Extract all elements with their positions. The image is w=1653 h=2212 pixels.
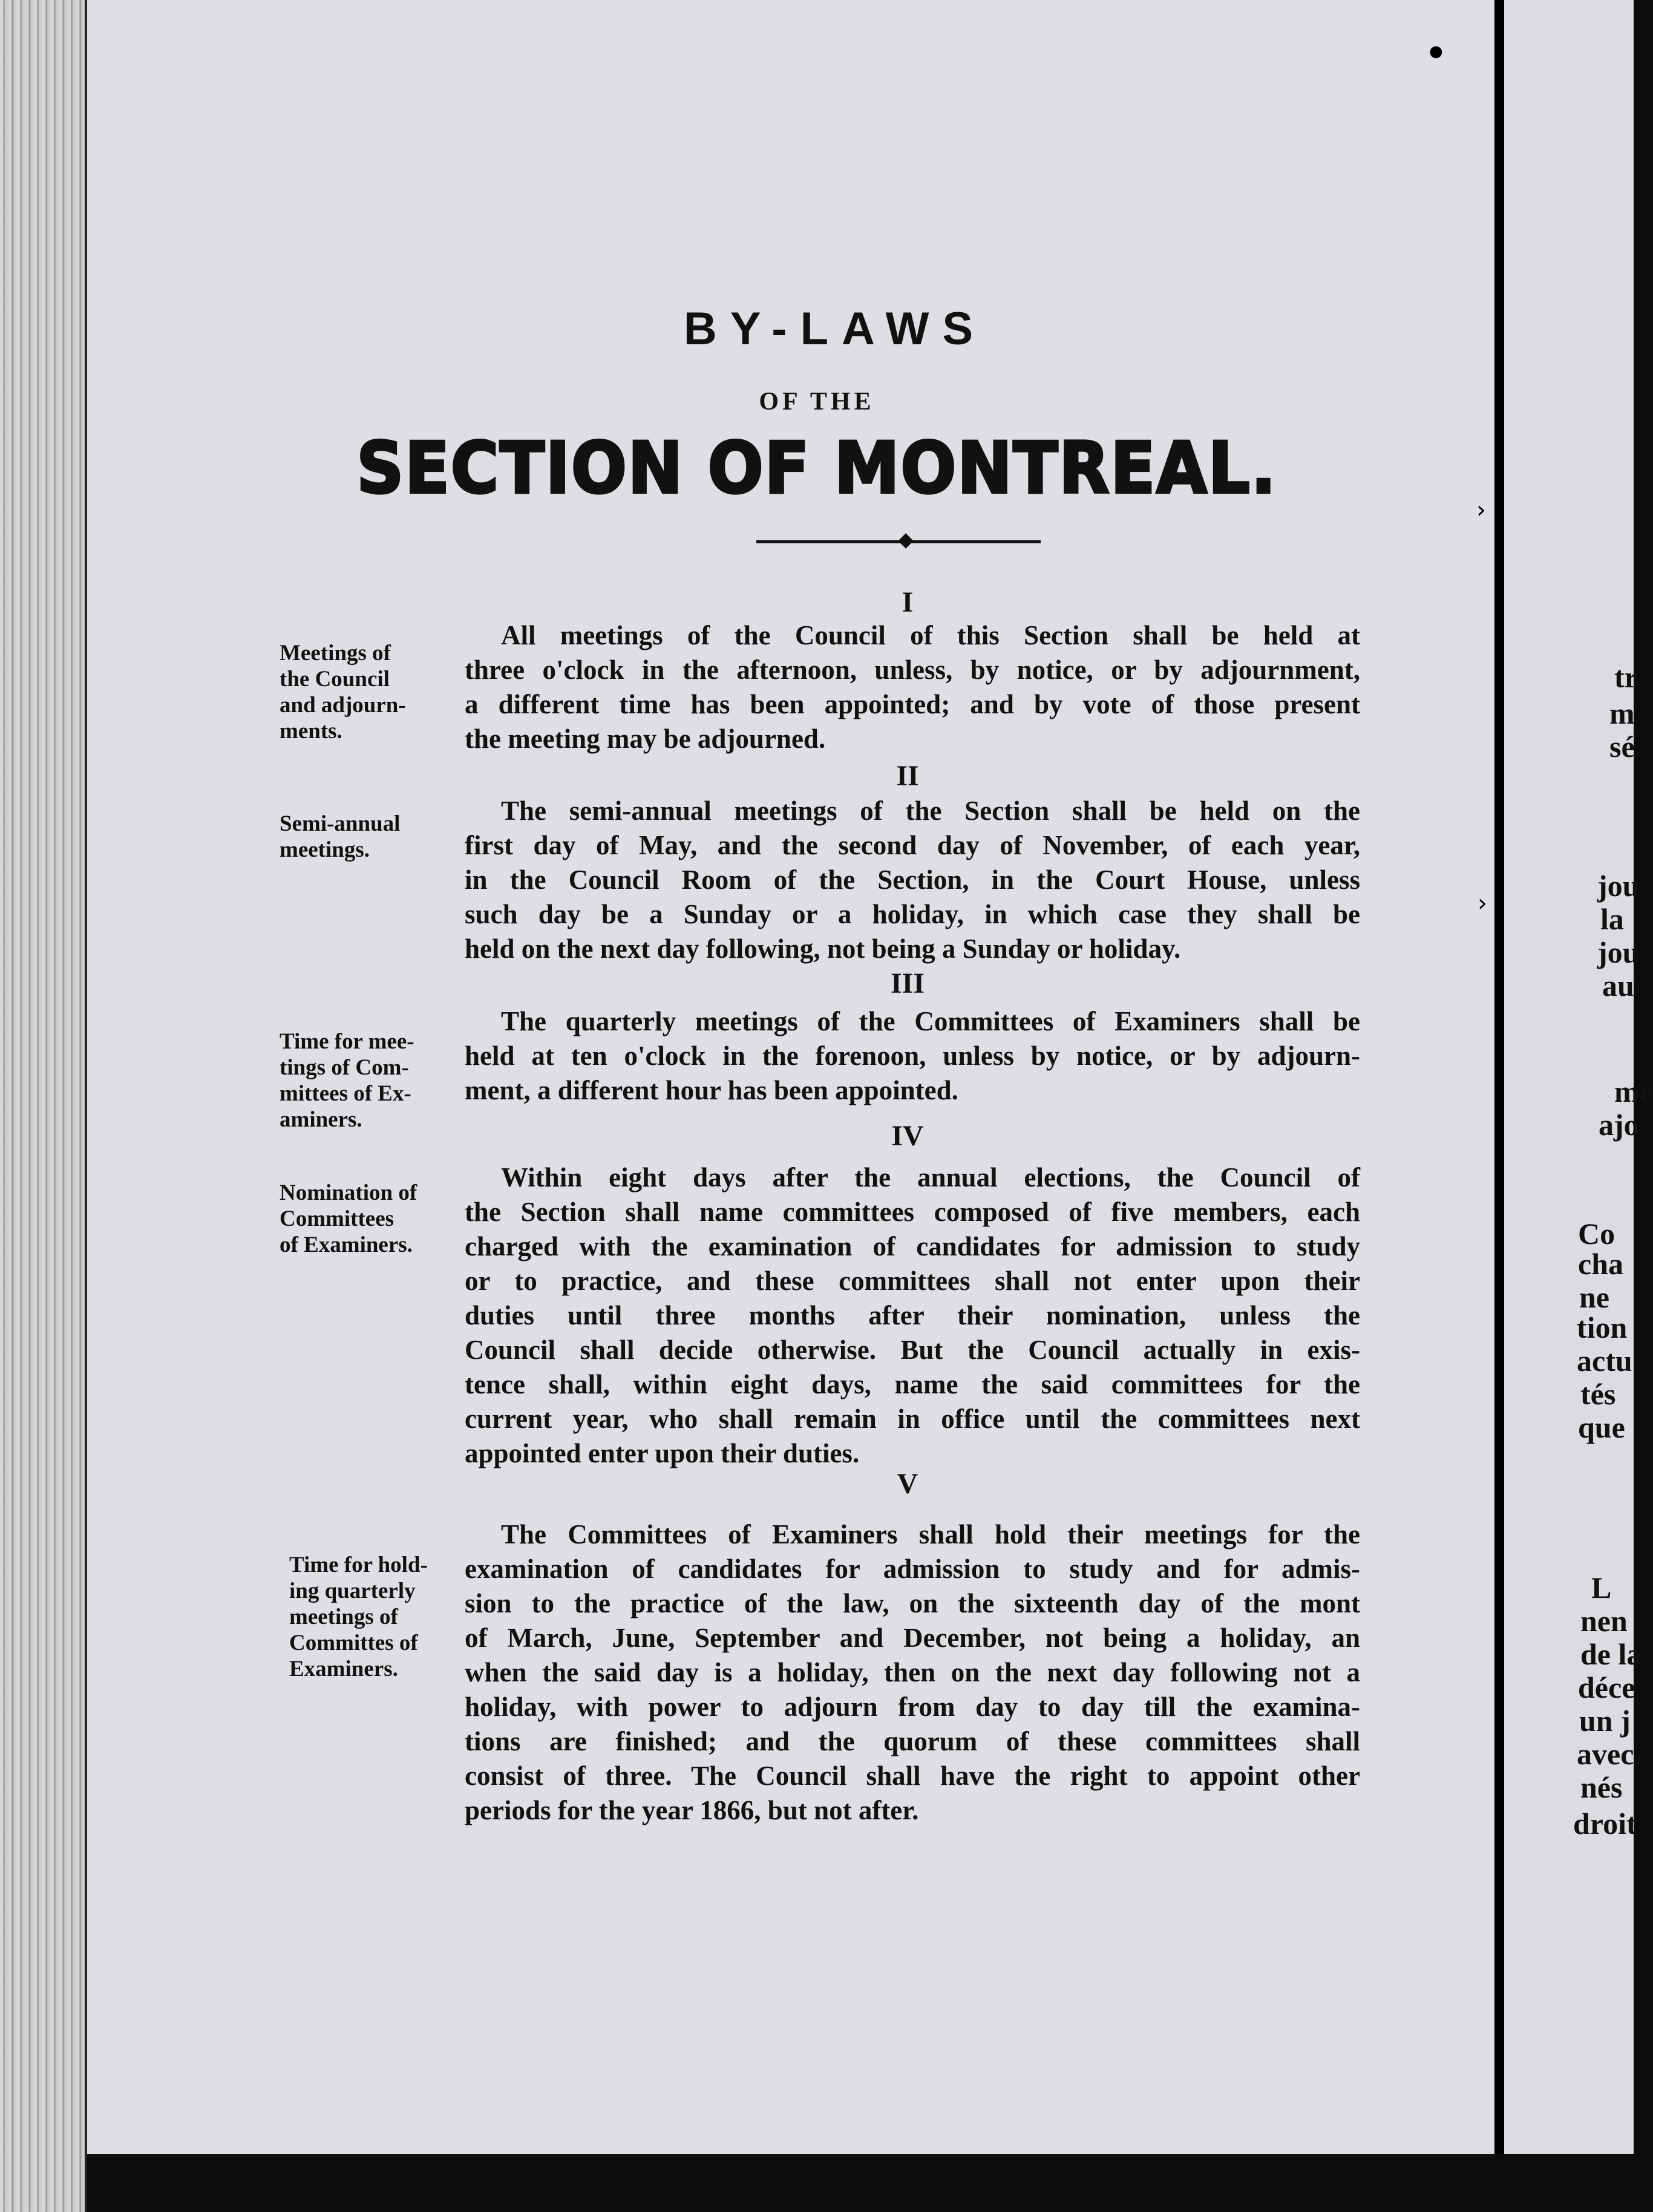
side-note-line: and adjourn- <box>280 693 406 718</box>
adjacent-page-fragment: droit <box>1573 1807 1637 1841</box>
adjacent-page-fragment: avec <box>1577 1737 1634 1771</box>
adjacent-page-fragment: un j <box>1579 1704 1631 1738</box>
text-line: Within eight days after the annual elections, the Council of <box>501 1162 1360 1193</box>
side-note-line: ments. <box>280 719 342 744</box>
section-numeral: I <box>902 586 914 618</box>
text-line: held on the next day following, not being a Sunday or holiday. <box>465 934 1181 964</box>
adjacent-page-fragment: L <box>1591 1571 1612 1605</box>
text-line: charged with the examination of candidates for admission to study <box>465 1231 1360 1261</box>
text-line: when the said day is a holiday, then on the next day following not a <box>465 1657 1360 1687</box>
text-line: appointed enter upon their duties. <box>465 1438 860 1468</box>
text-line: The semi-annual meetings of the Section shall be held on the <box>501 796 1360 826</box>
text-line: the meeting may be adjourned. <box>465 724 826 754</box>
adjacent-page-fragment: me <box>1614 1075 1653 1108</box>
adjacent-page-fragment: la <box>1600 902 1624 936</box>
side-note <box>280 811 467 863</box>
by-law-paragraph <box>465 794 1360 966</box>
side-note-line: Committes of <box>289 1631 418 1655</box>
text-line: three o'clock in the afternoon, unless, by notice, or by adjournment, <box>465 655 1360 685</box>
text-line: of March, June, September and December, not being a holiday, an <box>465 1623 1360 1653</box>
side-note-line: Time for mee- <box>280 1029 414 1054</box>
adjacent-page-fragment: déce <box>1578 1670 1635 1704</box>
side-note-line: tings of Com- <box>280 1055 409 1080</box>
text-line: ment, a different hour has been appointed. <box>465 1075 958 1105</box>
text-line: a different time has been appointed; and by vote of those present <box>465 689 1360 719</box>
adjacent-page-fragment: tés <box>1580 1377 1616 1411</box>
text-line: holiday, with power to adjourn from day to day till the examina- <box>465 1692 1360 1722</box>
adjacent-page-fragment: sé <box>1609 730 1635 764</box>
text-line: The quarterly meetings of the Committees of Examiners shall be <box>501 1006 1360 1036</box>
text-line: the Section shall name committees composed of five members, each <box>465 1197 1360 1227</box>
by-law-paragraph <box>465 1517 1360 1828</box>
side-note-line: meetings of <box>289 1605 398 1629</box>
text-line: in the Council Room of the Section, in the Court House, unless <box>465 865 1360 895</box>
text-line: such day be a Sunday or a holiday, in which case they shall be <box>465 899 1360 929</box>
adjacent-page-fragment: actu <box>1577 1344 1632 1378</box>
ink-speck: ● <box>1429 42 1443 61</box>
adjacent-page-fragment: tion <box>1577 1311 1628 1344</box>
side-note-line: aminers. <box>280 1107 362 1132</box>
text-line: All meetings of the Council of this Section shall be held at <box>501 620 1360 650</box>
section-numeral: IV <box>891 1120 924 1152</box>
text-line: examination of candidates for admission to study and for admis- <box>465 1554 1360 1584</box>
side-note-line: Semi-annual <box>280 811 401 836</box>
margin-mark: › <box>1476 496 1486 524</box>
text-line: sion to the practice of the law, on the sixteenth day of the mont <box>465 1588 1360 1618</box>
adjacent-page-fragment: que <box>1578 1410 1625 1444</box>
side-note-line: Committees <box>280 1206 394 1231</box>
adjacent-page-fragment: m <box>1609 696 1635 730</box>
adjacent-page-fragment: cha <box>1578 1247 1623 1281</box>
side-note-line: meetings. <box>280 837 370 862</box>
text-line: consist of three. The Council shall have the right to appoint other <box>465 1761 1360 1791</box>
text-line: held at ten o'clock in the forenoon, unless by notice, or by adjourn- <box>465 1041 1360 1071</box>
section-numeral: II <box>896 760 919 792</box>
side-note <box>280 1180 467 1258</box>
text-line: first day of May, and the second day of November, of each year, <box>465 830 1360 860</box>
side-note-line: Nomination of <box>280 1180 417 1205</box>
text-line: or to practice, and these committees shall not enter upon their <box>465 1266 1360 1296</box>
adjacent-page-fragment: ajo <box>1599 1108 1639 1142</box>
side-note-line: Examiners. <box>289 1657 398 1681</box>
text-line: The Committees of Examiners shall hold their meetings for the <box>501 1519 1360 1549</box>
adjacent-page-fragment: nés <box>1580 1770 1623 1804</box>
adjacent-page-fragment: tr <box>1614 660 1638 694</box>
by-law-paragraph <box>465 618 1360 756</box>
side-note-line: mittees of Ex- <box>280 1081 411 1106</box>
adjacent-page-fragment: ne <box>1579 1280 1609 1314</box>
text-line: tence shall, within eight days, name the said committees for the <box>465 1369 1360 1399</box>
adjacent-page-fragment: au <box>1602 969 1634 1003</box>
by-law-paragraph <box>465 1004 1360 1108</box>
by-law-paragraph <box>465 1160 1360 1471</box>
margin-mark: › <box>1478 889 1487 917</box>
side-note-line: Meetings of <box>280 641 391 666</box>
page-title: BY-LAWS <box>683 303 987 355</box>
side-note-line: Time for hold- <box>289 1553 428 1577</box>
side-note <box>280 640 467 744</box>
side-note <box>289 1552 477 1682</box>
adjacent-page-fragment: nen <box>1580 1604 1628 1638</box>
side-note-line: of Examiners. <box>280 1232 413 1257</box>
side-note-line: ing quarterly <box>289 1579 416 1603</box>
adjacent-page-fragment: Co <box>1578 1217 1615 1251</box>
text-line: periods for the year 1866, but not after. <box>465 1795 919 1825</box>
text-line: duties until three months after their nomination, unless the <box>465 1300 1360 1330</box>
section-numeral: III <box>890 967 925 1000</box>
adjacent-page-fragment: de la <box>1580 1637 1642 1671</box>
section-numeral: V <box>897 1468 918 1500</box>
text-line: current year, who shall remain in office until the committees next <box>465 1404 1360 1434</box>
side-note <box>280 1029 467 1133</box>
title-connector: OF THE <box>759 388 875 416</box>
text-line: Council shall decide otherwise. But the Council actually in exis- <box>465 1335 1360 1365</box>
side-note-line: the Council <box>280 667 390 692</box>
adjacent-page-fragment: jou <box>1597 869 1640 903</box>
adjacent-page-fragment: jou <box>1597 935 1640 969</box>
page-subtitle: SECTION OF MONTREAL. <box>356 428 1277 509</box>
text-line: tions are finished; and the quorum of these committees shall <box>465 1726 1360 1756</box>
